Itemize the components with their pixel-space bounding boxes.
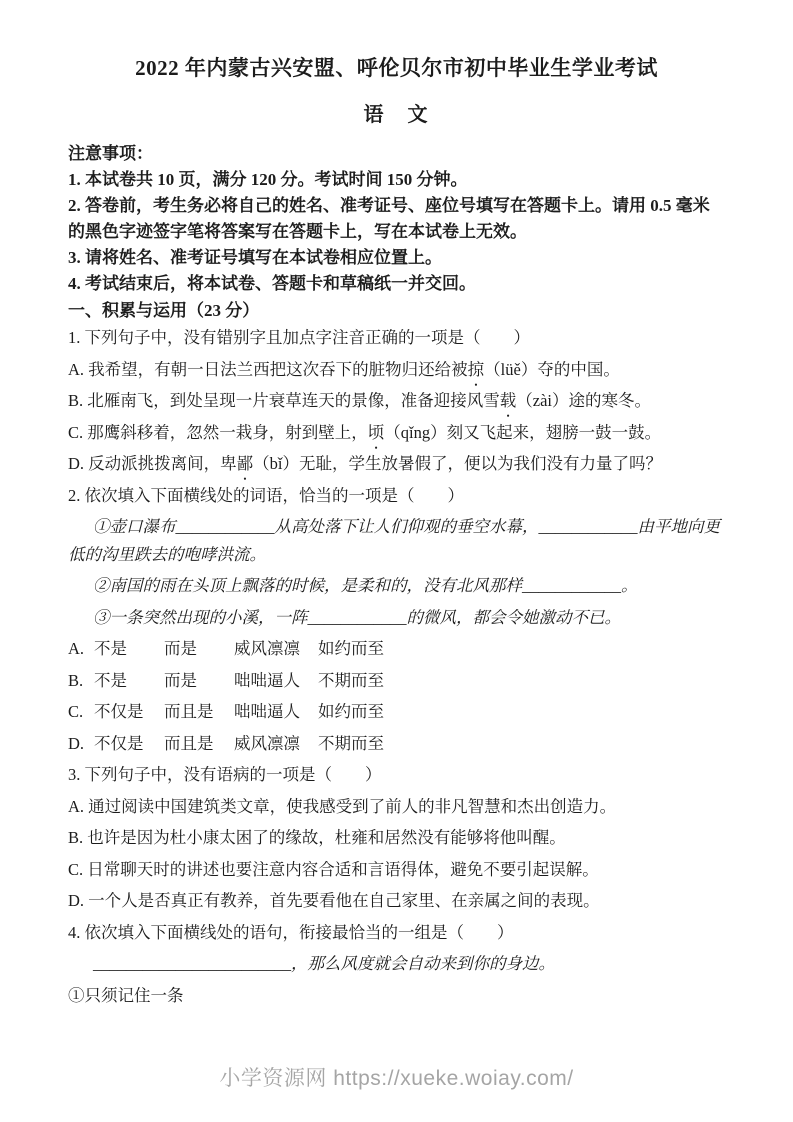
question-4-item-1: ①只须记住一条	[68, 985, 184, 1005]
dotted-char: 顷	[367, 422, 385, 442]
dotted-char: 载	[499, 391, 517, 410]
option-word-4: 如约而至	[318, 639, 384, 658]
question-3-option-b: B. 也许是因为杜小康太困了的缘故，杜雍和居然没有能够将他叫醒。	[68, 828, 566, 847]
option-word-3: 威风凛凛	[234, 639, 300, 658]
question-1-option-a	[68, 356, 725, 384]
option-label: A.	[68, 639, 85, 658]
question-2-option-c	[68, 698, 725, 726]
notice-item-1: 1. 本试卷共 10 页，满分 120 分。考试时间 150 分钟。	[68, 170, 468, 189]
notice-item-3: 3. 请将姓名、准考证号填写在本试卷相应位置上。	[68, 248, 442, 267]
question-1	[68, 324, 725, 478]
option-word-1: 不是	[94, 670, 127, 690]
question-1-option-b	[68, 387, 725, 415]
question-3	[68, 761, 725, 915]
question-2-option-b	[68, 667, 725, 695]
question-4	[68, 919, 725, 1010]
question-2-stem: 2. 依次填入下面横线处的词语，恰当的一项是（ ）	[68, 485, 464, 505]
question-2	[68, 482, 725, 758]
option-text: （lüě）夺的中国。	[484, 359, 620, 379]
option-word-4: 如约而至	[318, 702, 384, 721]
notice-section	[68, 141, 725, 297]
option-word-4: 不期而至	[318, 670, 384, 690]
question-2-sentence-2: ②南国的雨在头顶上飘落的时候，是柔和的，没有北风那样____________。	[93, 576, 638, 595]
option-text: （zài）途的寒冬。	[516, 391, 651, 410]
question-1-option-d	[68, 450, 725, 478]
question-1-stem: 1. 下列句子中，没有错别字且加点字注音正确的一项是（ ）	[68, 328, 530, 347]
option-text: B. 北雁南飞，到处呈现一片衰草连天的景像，准备迎接风雪	[68, 391, 500, 410]
option-text: （qǐng）刻又飞起来，翅膀一鼓一鼓。	[384, 422, 662, 442]
option-word-1: 不仅是	[94, 733, 144, 753]
option-label: D.	[68, 733, 85, 753]
option-word-2: 而且是	[164, 702, 214, 721]
question-2-option-d	[68, 730, 725, 758]
option-label: C.	[68, 702, 84, 721]
question-3-option-c: C. 日常聊天时的讲述也要注意内容合适和言语得体，避免不要引起误解。	[68, 859, 599, 879]
dotted-char: 掠	[467, 359, 485, 379]
option-word-2: 而且是	[164, 733, 214, 753]
question-3-option-d: D. 一个人是否真正有教养，首先要看他在自己家里、在亲属之间的表现。	[68, 891, 600, 910]
exam-title: 2022 年内蒙古兴安盟、呼伦贝尔市初中毕业生学业考试	[135, 56, 658, 80]
option-text: （bǐ）无耻，学生放暑假了，便以为我们没有力量了吗？	[253, 454, 663, 473]
question-4-lead-line: ________________________，那么风度就会自动来到你的身边。	[93, 954, 555, 973]
option-word-1: 不是	[94, 639, 127, 658]
notice-item-4: 4. 考试结束后，将本试卷、答题卡和草稿纸一并交回。	[68, 274, 476, 293]
dotted-char: 鄙	[236, 454, 254, 473]
section-1-heading: 一、积累与运用（23 分）	[68, 301, 260, 320]
question-1-option-c	[68, 419, 725, 447]
notice-item-2: 2. 答卷前，考生务必将自己的姓名、准考证号、座位号填写在答题卡上。请用 0.5 毫米的黑色字迹签字笔将答案写在答题卡上，写在本试卷上无效。	[68, 196, 710, 241]
option-word-3: 咄咄逼人	[234, 702, 300, 721]
option-word-3: 咄咄逼人	[234, 670, 300, 690]
question-2-sentence-1: ①壶口瀑布____________从高处落下让人们仰观的垂空水幕，____________由平地向更低的沟里跌去的咆哮洪流。	[68, 517, 720, 564]
question-2-option-a	[68, 635, 725, 663]
question-2-sentence-3: ③一条突然出现的小溪，一阵____________的微风，都会令她激动不已。	[93, 607, 621, 627]
option-text: D. 反动派挑拨离间，卑	[68, 454, 237, 473]
exam-subject: 语 文	[363, 104, 430, 126]
option-text: C. 那鹰斜移着，忽然一栽身，射到壁上，	[68, 422, 368, 442]
option-text: A. 我希望，有朝一日法兰西把这次吞下的脏物归还给被	[68, 359, 468, 379]
option-word-4: 不期而至	[318, 733, 384, 753]
option-word-1: 不仅是	[94, 702, 144, 721]
watermark-footer: 小学资源网 https://xueke.woiay.com/	[219, 1067, 574, 1090]
option-word-2: 而是	[164, 670, 197, 690]
notice-heading: 注意事项：	[68, 144, 153, 163]
question-3-stem: 3. 下列句子中，没有语病的一项是（ ）	[68, 765, 382, 784]
option-word-3: 威风凛凛	[234, 733, 300, 753]
question-3-option-a: A. 通过阅读中国建筑类文章，使我感受到了前人的非凡智慧和杰出创造力。	[68, 796, 617, 816]
question-4-stem: 4. 依次填入下面横线处的语句，衔接最恰当的一组是（ ）	[68, 922, 514, 942]
option-label: B.	[68, 670, 84, 690]
option-word-2: 而是	[164, 639, 197, 658]
